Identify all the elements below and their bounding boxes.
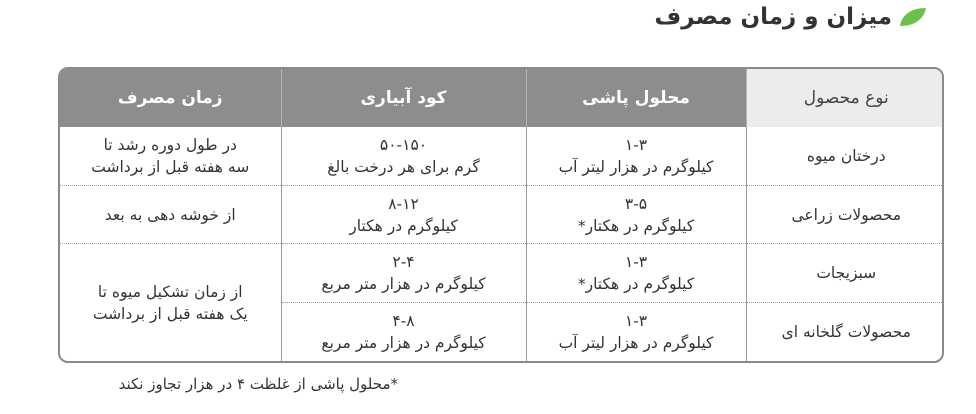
header-time: زمان مصرف bbox=[60, 69, 281, 127]
product-cell: درختان میوه bbox=[746, 127, 944, 185]
time-line-1: در طول دوره رشد تا bbox=[103, 135, 237, 154]
spray-cell bbox=[526, 244, 746, 303]
spray-range: ۱-۳ bbox=[624, 135, 648, 154]
leaf-icon bbox=[898, 6, 928, 28]
fertigation-unit: کیلوگرم در هزار متر مربع bbox=[321, 334, 486, 353]
spray-range: ۱-۳ bbox=[624, 312, 648, 331]
fertigation-range: ۲-۴ bbox=[392, 253, 415, 272]
section-title-text: میزان و زمان مصرف bbox=[654, 4, 892, 30]
fertigation-cell bbox=[281, 244, 526, 303]
fertigation-range: ۴-۸ bbox=[392, 312, 415, 331]
fertigation-unit: کیلوگرم در هکتار bbox=[349, 216, 458, 235]
usage-table bbox=[58, 67, 944, 363]
time-line-2: سه هفته قبل از برداشت bbox=[91, 157, 250, 176]
table-header-row bbox=[60, 69, 944, 127]
section-title bbox=[655, 4, 928, 30]
spray-unit: کیلوگرم در هکتار* bbox=[577, 216, 695, 235]
time-line-2: یک هفته قبل از برداشت bbox=[92, 304, 248, 323]
time-cell bbox=[60, 127, 281, 185]
fertigation-cell bbox=[281, 127, 526, 185]
table-row bbox=[60, 244, 944, 303]
product-cell: محصولات زراعی bbox=[746, 185, 944, 244]
fertigation-unit: گرم برای هر درخت بالغ bbox=[327, 157, 480, 176]
header-fertigation: کود آبیاری bbox=[281, 69, 526, 127]
time-line-1: از زمان تشکیل میوه تا bbox=[97, 282, 243, 301]
spray-range: ۳-۵ bbox=[624, 194, 648, 213]
product-cell: سبزیجات bbox=[746, 244, 944, 303]
table-row bbox=[60, 127, 944, 185]
product-cell: محصولات گلخانه ای bbox=[746, 303, 944, 361]
time-cell bbox=[60, 244, 281, 361]
fertigation-range: ۵۰-۱۵۰ bbox=[379, 135, 428, 154]
fertigation-unit: کیلوگرم در هزار متر مربع bbox=[321, 275, 486, 294]
fertigation-range: ۸-۱۲ bbox=[388, 194, 419, 213]
header-spray: محلول پاشی bbox=[526, 69, 746, 127]
spray-unit: کیلوگرم در هزار لیتر آب bbox=[558, 334, 714, 353]
spray-cell bbox=[526, 185, 746, 244]
fertigation-cell bbox=[281, 303, 526, 361]
spray-range: ۱-۳ bbox=[624, 253, 648, 272]
footnote: *محلول پاشی از غلظت ۴ در هزار تجاوز نکند bbox=[118, 375, 398, 393]
header-product: نوع محصول bbox=[746, 69, 944, 127]
spray-unit: کیلوگرم در هکتار* bbox=[577, 275, 695, 294]
fertigation-cell bbox=[281, 185, 526, 244]
spray-cell bbox=[526, 303, 746, 361]
spray-unit: کیلوگرم در هزار لیتر آب bbox=[558, 157, 714, 176]
spray-cell bbox=[526, 127, 746, 185]
time-line-1: از خوشه دهی به بعد bbox=[104, 205, 236, 224]
time-cell bbox=[60, 185, 281, 244]
table-row bbox=[60, 185, 944, 244]
